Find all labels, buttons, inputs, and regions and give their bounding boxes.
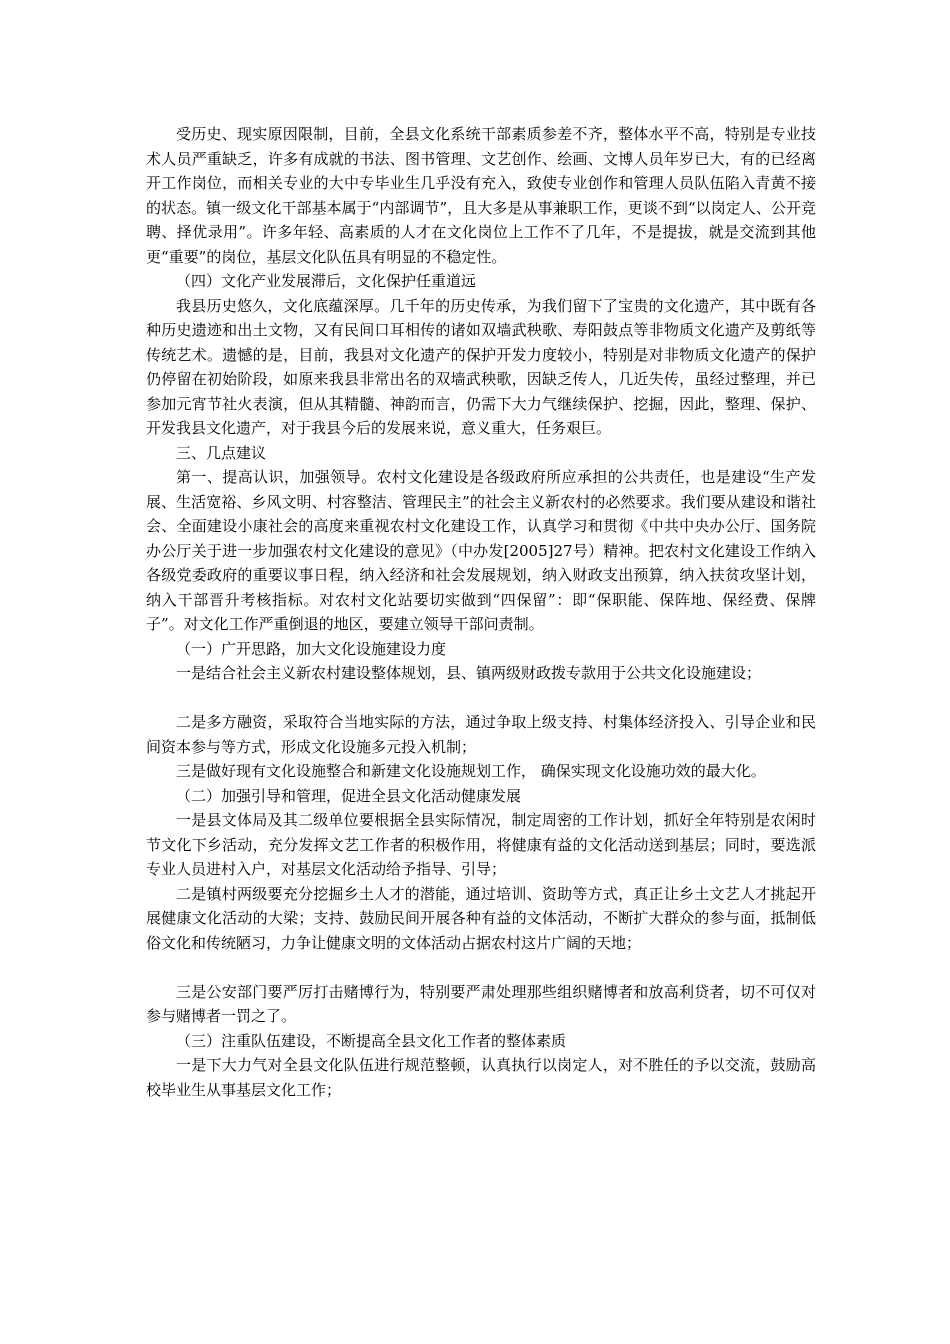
- paragraph: 一是结合社会主义新农村建设整体规划，县、镇两级财政拨专款用于公共文化设施建设；: [176, 664, 762, 682]
- paragraph: 二是多方融资，采取符合当地实际的方法，通过争取上级支持、村集体经济投入、引导企业和民间资本参与等方式，形成文化设施多元投入机制；: [146, 713, 816, 756]
- blank-line: [146, 955, 816, 980]
- section-heading: （一）广开思路，加大文化设施建设力度: [176, 639, 447, 658]
- section-heading: （二）加强引导和管理，促进全县文化活动健康发展: [176, 786, 522, 805]
- paragraph: 一是县文体局及其二级单位要根据全县实际情况，制定周密的工作计划，抓好全年特别是农闲时节文化下乡活动，充分发挥文艺工作者的积极作用，将健康有益的文化活动送到基层；同时，要选派专业人员进村入户，对基层文化活动给予指导、引导；: [146, 811, 816, 878]
- section-heading: （三）注重队伍建设，不断提高全县文化工作者的整体素质: [176, 1031, 567, 1050]
- paragraph: 我县历史悠久，文化底蕴深厚。几千年的历史传承，为我们留下了宝贵的文化遗产，其中既有各种历史遗迹和出土文物，又有民间口耳相传的诸如双墙武秧歌、寿阳鼓点等非物质文化遗产及剪纸等传统艺术。遗憾的是，目前，我县对文化遗产的保护开发力度较小，特别是对非物质文化遗产的保护仍停留在初始阶段，如原来我县非常出名的双墙武秧歌，因缺乏传人，几近失传，虽经过整理，并已参加元宵节社火表演，但从其精髓、神韵而言，仍需下大力气继续保护、挖掘，因此，整理、保护、开发我县文化遗产，对于我县今后的发展来说，意义重大，任务艰巨。: [146, 296, 816, 437]
- document-body: [146, 122, 816, 1102]
- section-heading: （四）文化产业发展滞后，文化保护任重道远: [176, 272, 477, 290]
- paragraph: 三是公安部门要严厉打击赌博行为，特别要严肃处理那些组织赌博者和放高利贷者，切不可仅对参与赌博者一罚之了。: [146, 982, 816, 1025]
- paragraph: 二是镇村两级要充分挖掘乡土人才的潜能，通过培训、资助等方式，真正让乡土文艺人才挑起开展健康文化活动的大梁；支持、鼓励民间开展各种有益的文体活动，不断扩大群众的参与面，抵制低俗文化和传统陋习，力争让健康文明的文体活动占据农村这片广阔的天地；: [146, 884, 816, 952]
- paragraph: 一是下大力气对全县文化队伍进行规范整顿，认真执行以岗定人，对不胜任的予以交流，鼓励高校毕业生从事基层文化工作；: [146, 1056, 816, 1099]
- paragraph: 三是做好现有文化设施整合和新建文化设施规划工作， 确保实现文化设施功效的最大化。: [176, 762, 766, 780]
- section-heading: 三、几点建议: [176, 443, 267, 462]
- paragraph: 受历史、现实原因限制，目前，全县文化系统干部素质参差不齐，整体水平不高，特别是专业技术人员严重缺乏，许多有成就的书法、图书管理、文艺创作、绘画、文博人员年岁已大，有的已经离开工作岗位，而相关专业的大中专毕业生几乎没有充入，致使专业创作和管理人员队伍陷入青黄不接的状态。镇一级文化干部基本属于“内部调节”，且大多是从事兼职工作，更谈不到“以岗定人、公开竞聘、择优录用”。许多年轻、高素质的人才在文化岗位上工作不了几年，不是提拔，就是交流到其他更“重要”的岗位，基层文化队伍具有明显的不稳定性。: [146, 125, 816, 266]
- blank-line: [146, 686, 816, 711]
- paragraph: 第一、提高认识，加强领导。农村文化建设是各级政府所应承担的公共责任，也是建设“生产发展、生活宽裕、乡风文明、村容整洁、管理民主”的社会主义新农村的必然要求。我们要从建设和谐社会、全面建设小康社会的高度来重视农村文化建设工作，认真学习和贯彻《中共中央办公厅、国务院办公厅关于进一步加强农村文化建设的意见》（中办发[2005]27号）精神。把农村文化建设工作纳入各级党委政府的重要议事日程，纳入经济和社会发展规划，纳入财政支出预算，纳入扶贫攻坚计划，纳入干部晋升考核指标。对农村文化站要切实做到“四保留”：即“保职能、保阵地、保经费、保牌子”。对文化工作严重倒退的地区，要建立领导干部问责制。: [146, 468, 816, 633]
